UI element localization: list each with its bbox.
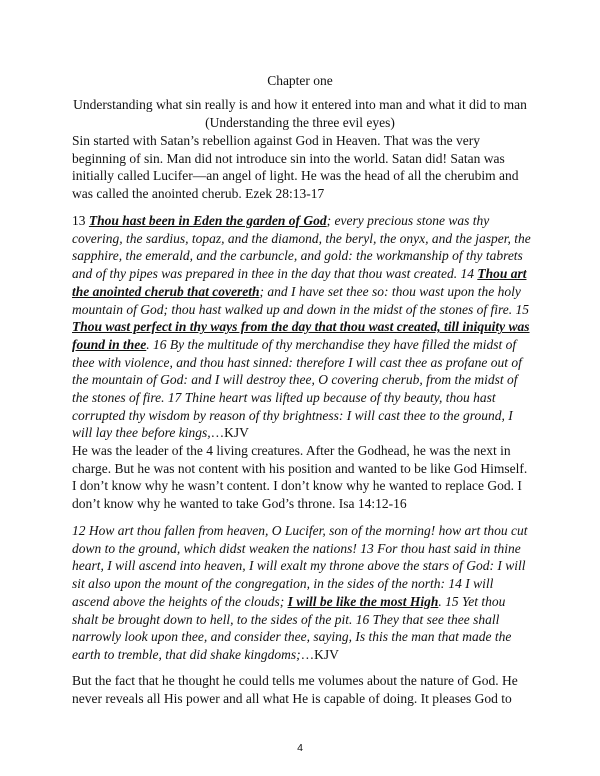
- scripture-text: . 16 By the multitude of thy merchandise they have filled the midst of thee with violence, and thou hast sinned: therefore I will cast thee as profane out of the mountain of God: and I will destroy thee, O covering cherub, from the midst of the stones of fire. 17 Thine heart was lifted up because of thy beauty, thou hast corrupted thy wisdom by reason of thy brightness: I will cast thee to the ground, I will lay thee before kings,: [72, 336, 522, 441]
- version-tag: …KJV: [210, 425, 249, 441]
- body-paragraph: He was the leader of the 4 living creatures. After the Godhead, he was the next in charge. But he was not content with his position and wanted to be like God Himself. I don’t know why he wasn’t content. I don’t know why he wanted to replace God. I don’t know why he wanted to take God’s throne. Isa 14:12-16: [72, 443, 528, 512]
- closing-paragraph: But the fact that he thought he could tells me volumes about the nature of God. He never reveals all His power and all what He is capable of doing. It pleases God to: [72, 673, 518, 706]
- version-tag: …KJV: [300, 646, 339, 662]
- scripture-text: ; and I have set thee so: thou wast upon the holy mountain of God; thou hast walked up and down in the midst of the stones of fire. 15: [72, 283, 529, 317]
- scripture-emphasis: Thou art the anointed cherub that covereth: [72, 266, 527, 299]
- scripture-text: ; every precious stone was thy covering, the sardius, topaz, and the diamond, the beryl, the onyx, and the jasper, the sapphire, the emerald, and the carbuncle, and gold: the workmanship of thy tabrets and of thy pipes was prepared in thee in the day that thou wast created. 14: [72, 213, 531, 282]
- chapter-subtitle: Understanding what sin really is and how it entered into man and what it did to man (Understanding the three evil eyes): [73, 97, 527, 130]
- verse-number: 13: [72, 213, 89, 228]
- scripture-emphasis: Thou wast perfect in thy ways from the day that thou wast created, till iniquity was found in thee: [72, 319, 530, 352]
- chapter-title: Chapter one: [267, 73, 333, 88]
- scripture-text: 12 How art thou fallen from heaven, O Lucifer, son of the morning! how art thou cut down to the ground, which didst weaken the nations! 13 For thou hast said in thine heart, I will ascend into heaven, I will exalt my throne above the stars of God: I will sit also upon the mount of the congregation, in the sides of the north: 14 I will ascend above the heights of the clouds;: [72, 523, 528, 609]
- ezekiel-scripture-passage: [72, 212, 532, 442]
- scripture-emphasis: Thou hast been in Eden the garden of God: [88, 213, 327, 228]
- isaiah-scripture-passage: [72, 522, 532, 664]
- intro-paragraph: Sin started with Satan’s rebellion against God in Heaven. That was the very beginning of sin. Man did not introduce sin into the world. Satan did! Satan was initially called Lucifer—an angel of light. He was the head of all the cherubim and was called the anointed cherub. Ezek 28:13-17: [72, 133, 519, 202]
- scripture-emphasis: I will be like the most High: [287, 593, 439, 609]
- page-number: 4: [297, 742, 303, 754]
- scripture-text: . 15 Yet thou shalt be brought down to hell, to the sides of the pit. 16 They that see thee shall narrowly look upon thee, and consider thee, saying, Is this the man that made the earth to tremble, that did shake kingdoms;: [72, 593, 512, 662]
